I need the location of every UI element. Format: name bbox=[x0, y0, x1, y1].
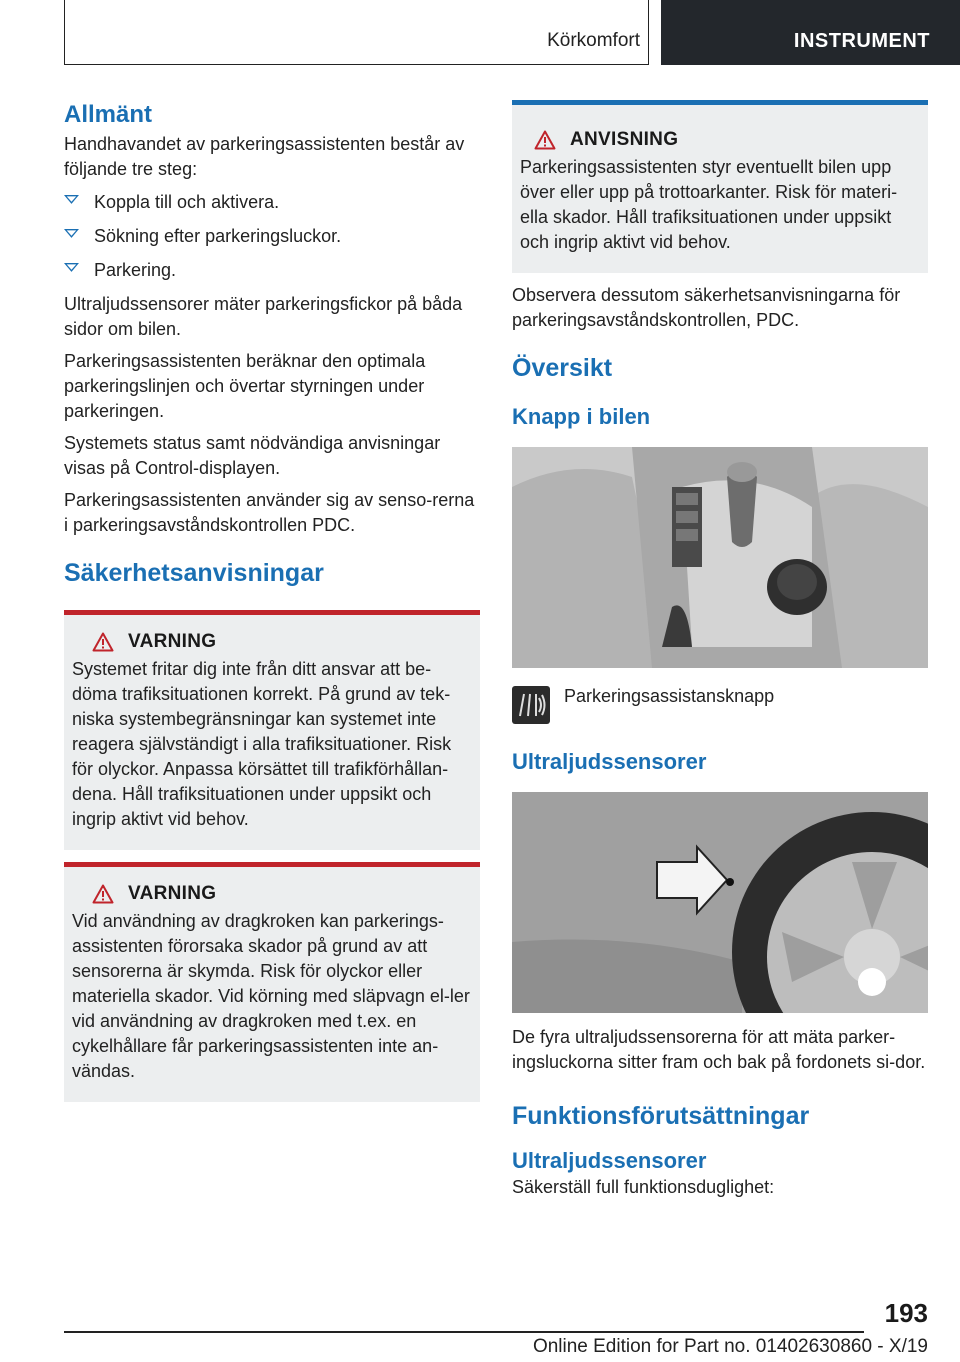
heading-safety: Säkerhetsanvisningar bbox=[64, 559, 324, 587]
right-column bbox=[512, 100, 928, 1207]
parking-assistant-button-icon bbox=[512, 686, 550, 724]
button-caption: Parkeringsassistansknapp bbox=[512, 686, 928, 724]
notice-title: ANVISNING bbox=[570, 129, 679, 150]
warning-title: VARNING bbox=[128, 883, 217, 904]
footer-rule bbox=[64, 1331, 864, 1333]
paragraph: Parkeringsassistenten använder sig av senso-rerna i parkeringsavståndskontrollen PDC. bbox=[64, 490, 475, 535]
page-number: 193 bbox=[884, 1298, 928, 1328]
notice-text: Parkeringsassistenten styr eventuellt bilen upp över eller upp på trottoarkanter. Risk för materi-ella skador. Håll trafiksituationen under uppsikt och ingrip aktivt vid behov. bbox=[520, 157, 898, 252]
steps-list bbox=[64, 190, 480, 283]
heading-func-requirements: Funktionsförutsättningar bbox=[512, 1102, 810, 1130]
warning-text: Vid användning av dragkroken kan parkerings-assistenten förorsaka skador på grund av att sensorerna är skymda. Risk för olyckor eller materiella skador. Vid körning med släpvagn el-ler vid användning av dragkroken med t.ex. en cykelhållare får parkeringsassistenten inte an-vändas. bbox=[72, 911, 470, 1081]
warning-triangle-icon bbox=[92, 632, 114, 652]
header-section: Körkomfort bbox=[547, 30, 640, 51]
bullet-triangle-icon bbox=[64, 229, 79, 238]
heading-overview: Översikt bbox=[512, 354, 613, 382]
warning-triangle-icon bbox=[92, 884, 114, 904]
notice-box bbox=[512, 100, 928, 273]
bullet-triangle-icon bbox=[64, 195, 79, 204]
warning-box bbox=[64, 610, 480, 850]
intro-text: Handhavandet av parkeringsassistenten består av följande tre steg: bbox=[64, 134, 465, 179]
paragraph: Parkeringsassistenten beräknar den optimala parkeringslinjen och övertar styrningen under parkeringen. bbox=[64, 351, 426, 421]
header-chapter: INSTRUMENT bbox=[793, 30, 930, 52]
warning-box bbox=[64, 862, 480, 1102]
notice-triangle-icon bbox=[534, 130, 556, 150]
sensor-location-photo bbox=[512, 792, 928, 1013]
paragraph: De fyra ultraljudssensorerna för att mäta parker-ingsluckorna sitter fram och bak på fordonets si-dor. bbox=[512, 1027, 926, 1072]
left-column bbox=[64, 100, 480, 1102]
center-console-photo bbox=[512, 447, 928, 668]
paragraph: Observera dessutom säkerhetsanvisningarna för parkeringsavståndskontrollen, PDC. bbox=[512, 285, 901, 330]
heading-general: Allmänt bbox=[64, 101, 153, 128]
paragraph: Ultraljudssensorer mäter parkeringsfickor på båda sidor om bilen. bbox=[64, 294, 463, 339]
paragraph: Säkerställ full funktionsduglighet: bbox=[512, 1177, 775, 1197]
list-item: Sökning efter parkeringsluckor. bbox=[64, 224, 480, 249]
bullet-triangle-icon bbox=[64, 263, 79, 272]
warning-title: VARNING bbox=[128, 631, 217, 652]
footer-edition: Online Edition for Part no. 01402630860 - X/19 bbox=[532, 1336, 928, 1357]
heading-button: Knapp i bilen bbox=[512, 404, 651, 429]
heading-sensors: Ultraljudssensorer bbox=[512, 749, 707, 774]
warning-text: Systemet fritar dig inte från ditt ansvar att be-döma trafiksituationen korrekt. På grund av tek-niska systembegränsningar kan systemet inte reagera självständigt i alla trafiksituationer. Risk för olyckor. Anpassa körsättet till trafikförhållan-dena. Håll trafiksituationen under uppsikt och ingrip aktivt vid behov. bbox=[72, 659, 452, 829]
paragraph: Systemets status samt nödvändiga anvisningar visas på Control-displayen. bbox=[64, 433, 441, 478]
list-item: Parkering. bbox=[64, 258, 480, 283]
heading-sensors-2: Ultraljudssensorer bbox=[512, 1148, 707, 1173]
list-item: Koppla till och aktivera. bbox=[64, 190, 480, 215]
